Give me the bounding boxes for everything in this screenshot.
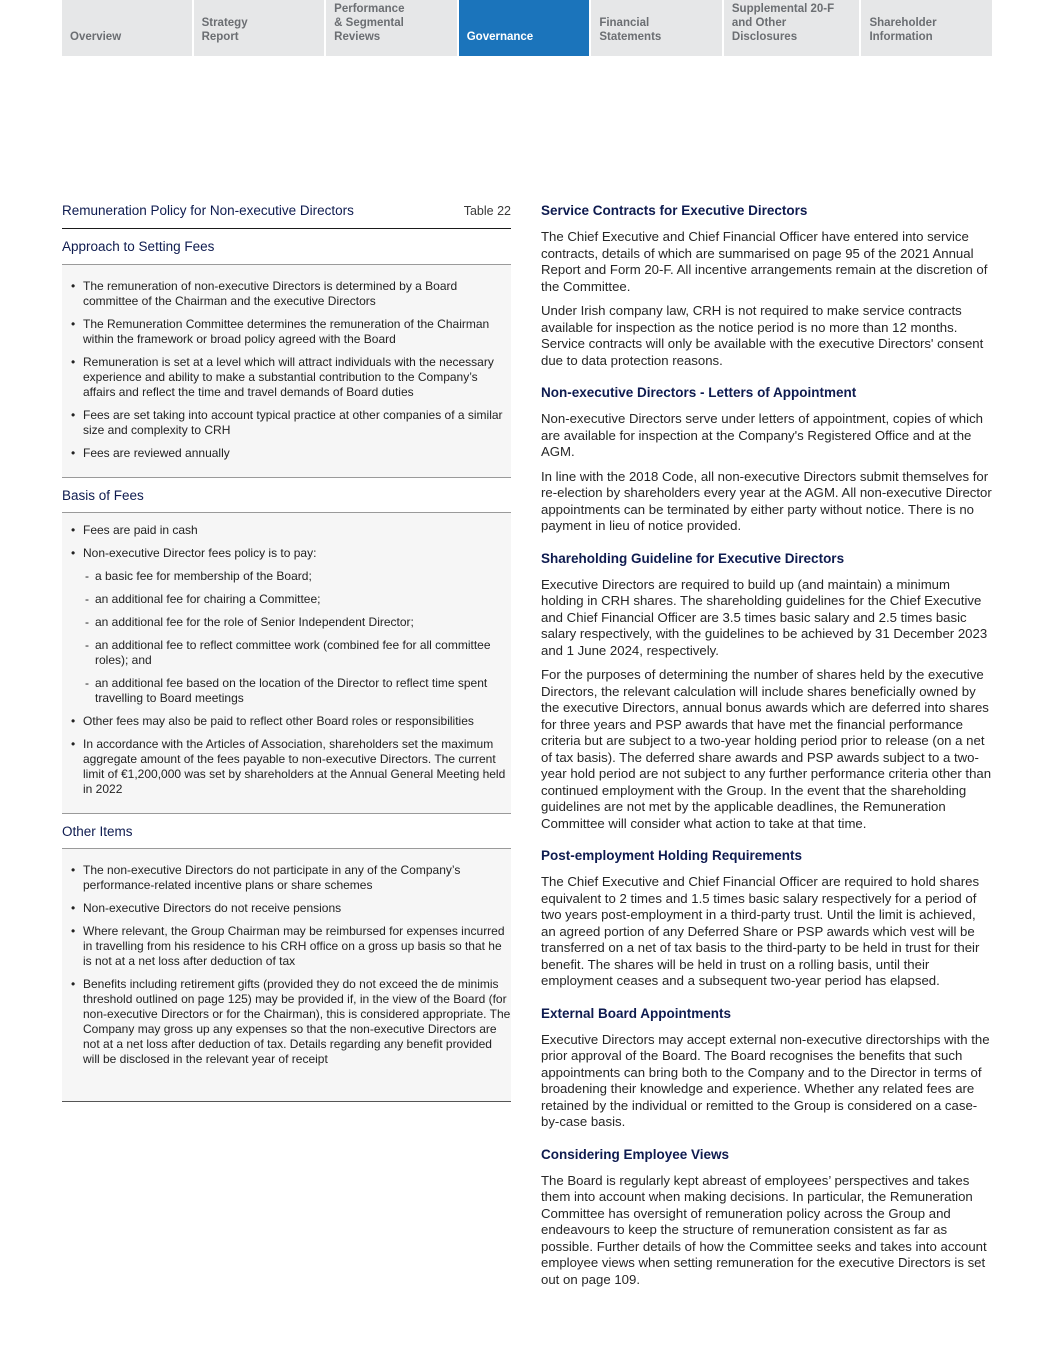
list-item: • Non-executive Director fees policy is to pay: bbox=[62, 546, 511, 569]
paragraph: Non-executive Directors serve under letters of appointment, copies of which are available for inspection at the Company's Registered Office and at the AGM. bbox=[541, 411, 983, 459]
paragraph: In line with the 2018 Code, all non-executive Directors submit themselves for re-election by shareholders every year at the AGM. All non-executive Director appointments can be terminated by either party without notice. There is no payment in lieu of notice provided. bbox=[541, 468, 992, 533]
tab-label: Financial Statements bbox=[599, 17, 662, 43]
list-item: • Remuneration is set at a level which will attract individuals with the necessary experience and ability to make a substantial contribution to the Company’s affairs and reflect the time and travel demands of Board duties bbox=[62, 355, 511, 408]
paragraph: The Chief Executive and Chief Financial Officer have entered into service contracts, details of which are summarised on page 95 of the 2021 Annual Report and Form 20-F. All incentive arrangements remain at the discretion of the Committee. bbox=[541, 229, 988, 294]
list-item: • Fees are paid in cash bbox=[62, 523, 511, 546]
sub-list-item: - a basic fee for membership of the Board; bbox=[62, 569, 511, 592]
table-header bbox=[62, 203, 511, 229]
tab-governance[interactable] bbox=[459, 0, 590, 56]
tab-label: Overview bbox=[70, 31, 122, 43]
sub-list-item: - an additional fee for the role of Senior Independent Director; bbox=[62, 615, 511, 638]
sub-list-item: - an additional fee to reflect committee work (combined fee for all committee roles); and bbox=[62, 638, 511, 676]
tab-label: Performance & Segmental Reviews bbox=[334, 3, 405, 43]
heading-employee-views: Considering Employee Views bbox=[541, 1146, 730, 1162]
tab-label: Governance bbox=[466, 31, 534, 43]
tab-overview[interactable] bbox=[62, 0, 192, 56]
table-number: Table 22 bbox=[463, 204, 511, 218]
section-nav bbox=[62, 0, 992, 56]
paragraph: For the purposes of determining the number of shares held by the executive Directors, the relevant calculation will include shares beneficially owned by the executive Directors, annual bonus awards which are deferred into shares for three years and PSP awards that have met the financial performance criteria but are subject to a two-year holding period prior to release (on a net of tax basis). The deferred share awards and PSP awards subject to a two-year hold period are not subject to any further performance criteria other than continued employment with the Group. In the event that the shareholding guidelines are not met by the applicable deadlines, the Remuneration Committee will consider what action to take at that time. bbox=[541, 667, 992, 831]
tab-label: Strategy Report bbox=[201, 17, 248, 43]
tab-business-performance[interactable] bbox=[326, 0, 457, 56]
section-heading-approach: Approach to Setting Fees bbox=[62, 229, 511, 265]
heading-service-contracts: Service Contracts for Executive Directors bbox=[541, 203, 808, 218]
section-body-other bbox=[62, 849, 511, 1102]
section-heading-basis: Basis of Fees bbox=[62, 477, 511, 513]
paragraph: The Board is regularly kept abreast of employees’ perspectives and takes them into account when making decisions. In particular, the Remuneration Committee has oversight of remuneration policy across the Group and endeavours to keep the structure of remuneration consistent as far as possible. Further details of how the Committee seeks and takes into account employee views when setting remuneration for the executive Directors is set out on page 109. bbox=[541, 1172, 987, 1287]
section-body-approach bbox=[62, 265, 511, 477]
remuneration-policy-table bbox=[62, 203, 511, 1102]
tab-label: Supplemental 20-F and Other Disclosures bbox=[731, 3, 835, 43]
paragraph: Under Irish company law, CRH is not required to make service contracts available for inspection as the notice period is no more than 12 months. Service contracts will only be available with the executive Directors' consent due to data protection reasons. bbox=[541, 303, 984, 368]
heading-external-appointments: External Board Appointments bbox=[541, 1005, 732, 1021]
sub-list-item: - an additional fee for chairing a Committee; bbox=[62, 592, 511, 615]
right-column bbox=[541, 203, 993, 1296]
tab-label: Shareholder Information bbox=[869, 17, 937, 43]
tab-strategy-report[interactable] bbox=[194, 0, 325, 56]
list-item: • Non-executive Directors do not receive pensions bbox=[62, 901, 511, 924]
list-item: • Other fees may also be paid to reflect other Board roles or responsibilities bbox=[62, 714, 511, 737]
tab-shareholder-information[interactable] bbox=[861, 0, 992, 56]
list-item: • Benefits including retirement gifts (provided they do not exceed the de minimis threshold outlined on page 125) may be provided if, in the view of the Board (for non-executive Directors or for the Chairman), this is considered appropriate. The Company may gross up any expenses so that the non-executive Directors are not at a net loss after deduction of tax. Details regarding any benefit provided will be disclosed in the relevant year of receipt bbox=[62, 977, 511, 1075]
list-item: • The Remuneration Committee determines the remuneration of the Chairman within the framework or broad policy agreed with the Board bbox=[62, 317, 511, 355]
list-item: • Fees are set taking into account typical practice at other companies of a similar size and complexity to CRH bbox=[62, 408, 511, 446]
list-item: • In accordance with the Articles of Association, shareholders set the maximum aggregate amount of the fees payable to non-executive Directors. The current limit of €1,200,000 was set by shareholders at the Annual General Meeting held in 2022 bbox=[62, 737, 511, 805]
section-heading-other: Other Items bbox=[62, 813, 511, 849]
section-body-basis bbox=[62, 513, 511, 813]
paragraph: Executive Directors are required to build up (and maintain) a minimum holding in CRH shares. The shareholding guidelines for the Chief Executive and Chief Financial Officer are 3.5 times basic salary and 2.5 times basic salary respectively, with the guidelines to be achieved by 31 December 2023 and 1 June 2024, respectively. bbox=[541, 576, 988, 658]
heading-letters-of-appointment: Non-executive Directors - Letters of Appointment bbox=[541, 385, 857, 400]
table-title: Remuneration Policy for Non-executive Directors bbox=[62, 203, 354, 218]
list-item: • Fees are reviewed annually bbox=[62, 446, 511, 469]
list-item: • Where relevant, the Group Chairman may be reimbursed for expenses incurred in travelling from his residence to his CRH office on a gross up basis so that he is not at a net loss after deduction of tax bbox=[62, 924, 511, 977]
heading-post-employment: Post-employment Holding Requirements bbox=[541, 848, 803, 863]
heading-shareholding-guideline: Shareholding Guideline for Executive Directors bbox=[541, 550, 845, 566]
paragraph: The Chief Executive and Chief Financial Officer are required to hold shares equivalent to 2 times and 1.5 times basic salary respectively for a period of two years post-employment in a third-party trust. Until the limit is achieved, an agreed portion of any Deferred Share or PSP awards which vest will be transferred on a net of tax basis to the third-party to be held in trust for their benefit. The shares will be held in trust on a rolling basis, until their employment ceases and a subsequent two-year period has elapsed. bbox=[541, 874, 980, 988]
paragraph: Executive Directors may accept external non-executive directorships with the prior approval of the Board. The Board recognises the benefits that such appointments can bring both to the Company and to the Director in terms of broadening their knowledge and experience. Whether any related fees are retained by the individual or remitted to the Group is considered on a case-by-case basis. bbox=[541, 1031, 990, 1129]
tab-supplemental-20f[interactable] bbox=[724, 0, 860, 56]
sub-list-item: - an additional fee based on the location of the Director to reflect time spent travelling to Board meetings bbox=[62, 676, 511, 714]
list-item: • The non-executive Directors do not participate in any of the Company’s performance-related incentive plans or share schemes bbox=[62, 863, 511, 901]
tab-financial-statements[interactable] bbox=[591, 0, 722, 56]
list-item: • The remuneration of non-executive Directors is determined by a Board committee of the Chairman and the executive Directors bbox=[62, 279, 511, 317]
